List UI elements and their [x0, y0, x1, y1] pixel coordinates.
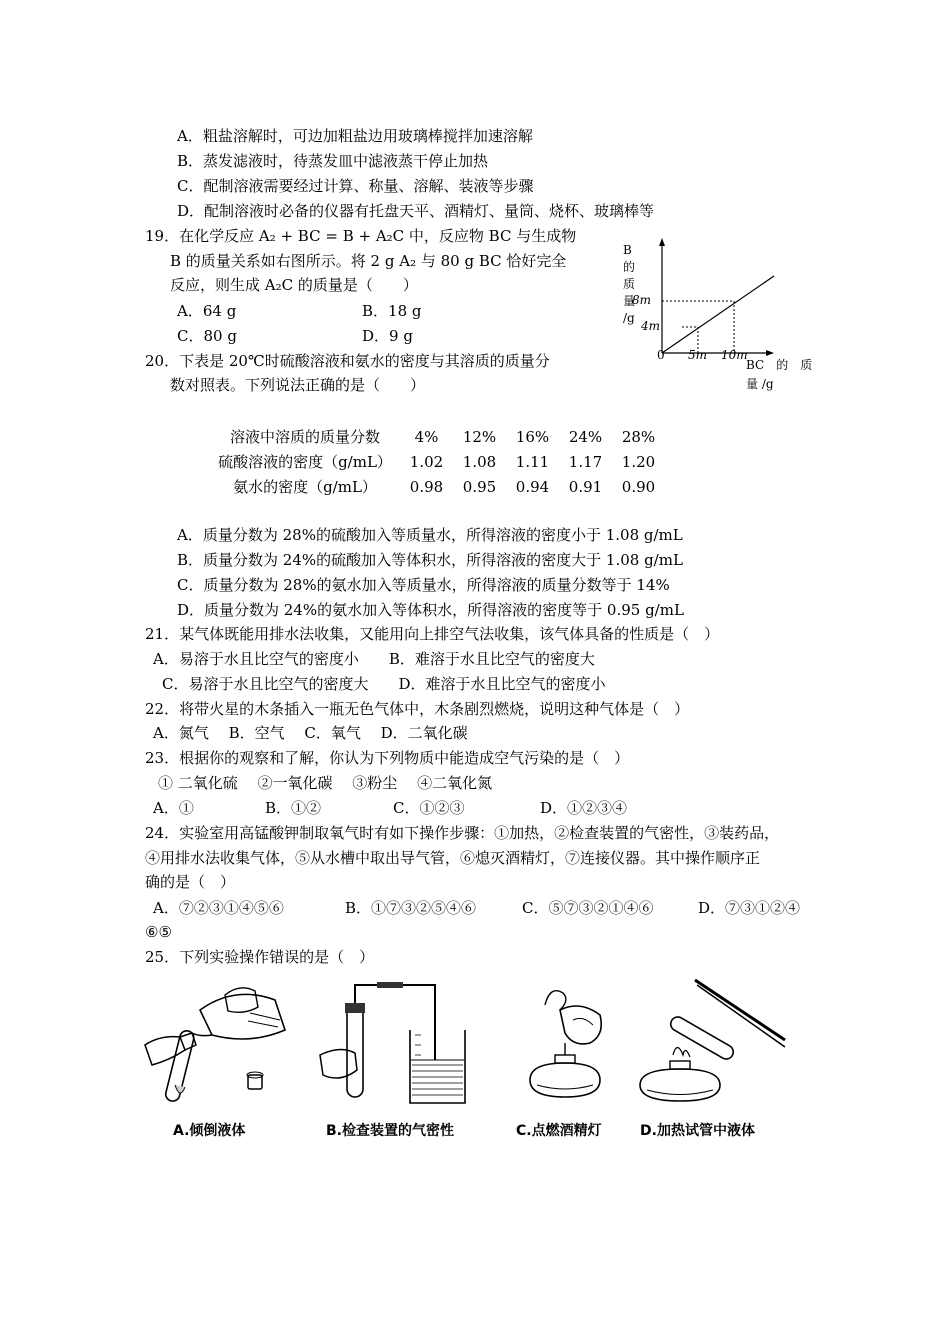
density-table — [210, 424, 665, 499]
q20-stem-line1: 20．下表是 20℃时硫酸溶液和氨水的密度与其溶质的质量分 — [145, 352, 550, 370]
q21-options-cd: C．易溶于水且比空气的密度大 D．难溶于水且比空气的密度小 — [162, 675, 606, 693]
q24-option-b: B．①⑦③②⑤④⑥ — [345, 899, 477, 917]
q24-stem-line1: 24．实验室用高锰酸钾制取氧气时有如下操作步骤：①加热，②检查装置的气密性，③装药品， — [145, 824, 780, 842]
q24-option-c: C．⑤⑦③②①④⑥ — [522, 899, 654, 917]
table-row — [210, 474, 665, 499]
graph-ylabel-b: B — [623, 243, 632, 257]
q20-option-d: D．质量分数为 24%的氨水加入等体积水，所得溶液的密度等于 0.95 g/mL — [177, 601, 684, 619]
q21-options-ab: A．易溶于水且比空气的密度小 B．难溶于水且比空气的密度大 — [153, 650, 595, 668]
q22-stem: 22．将带火星的木条插入一瓶无色气体中，木条剧烈燃烧，说明这种气体是（ ） — [145, 700, 690, 718]
q18-option-c: C．配制溶液需要经过计算、称量、溶解、装液等步骤 — [177, 177, 534, 195]
table-cell: 24% — [568, 427, 603, 446]
q23-items: ① 二氧化硫 ②一氧化碳 ③粉尘 ④二氧化氮 — [158, 774, 493, 792]
q22-options: A．氮气 B．空气 C．氧气 D．二氧化碳 — [153, 724, 468, 742]
table-cell: 0.94 — [515, 477, 550, 496]
q24-stem-line2: ④用排水法收集气体，⑤从水槽中取出导气管，⑥熄灭酒精灯，⑦连接仪器。其中操作顺序正 — [145, 849, 761, 867]
q19-stem-line3: 反应，则生成 A₂C 的质量是（ ） — [170, 276, 418, 294]
q18-option-a: A．粗盐溶解时，可边加粗盐边用玻璃棒搅拌加速溶解 — [177, 127, 533, 145]
table-cell: 28% — [621, 427, 656, 446]
q20-stem-line2: 数对照表。下列说法正确的是（ ） — [170, 376, 426, 394]
table-cell: 1.11 — [515, 452, 550, 471]
graph-ylabel-de: 的 — [623, 260, 636, 274]
q18-option-b: B．蒸发滤液时，待蒸发皿中滤液蒸干停止加热 — [177, 152, 489, 170]
graph-xlabel-line2: 量 /g — [746, 377, 774, 391]
graph-tick-5m: 5m — [688, 348, 708, 362]
q18-option-d: D．配制溶液时必备的仪器有托盘天平、酒精灯、量筒、烧杯、玻璃棒等 — [177, 202, 655, 220]
graph-x-arrow — [766, 350, 774, 356]
q21-stem: 21．某气体既能用排水法收集，又能用向上排空气法收集，该气体具备的性质是（ ） — [145, 625, 720, 643]
graph-origin: 0 — [657, 348, 665, 362]
table-cell: 1.08 — [462, 452, 497, 471]
table-cell: 0.90 — [621, 477, 656, 496]
q24-option-d-cont: ⑥⑤ — [145, 923, 172, 941]
table-cell: 1.20 — [621, 452, 656, 471]
q24-stem-line3: 确的是（ ） — [145, 873, 236, 891]
q19-option-d: D．9 g — [362, 327, 413, 345]
caption-d: D.加热试管中液体 — [640, 1123, 755, 1139]
q20-option-c: C．质量分数为 28%的氨水加入等质量水，所得溶液的质量分数等于 14% — [177, 576, 670, 594]
q24-option-d: D．⑦③①②④ — [698, 899, 801, 917]
illustration-airtightness — [315, 975, 475, 1110]
table-cell: 16% — [515, 427, 550, 446]
graph-ylabel-zhi: 质 — [623, 277, 636, 291]
q19-option-a: A．64 g — [177, 302, 237, 320]
caption-b: B.检查装置的气密性 — [326, 1123, 454, 1139]
q19-option-c: C．80 g — [177, 327, 237, 345]
table-cell: 1.17 — [568, 452, 603, 471]
table-cell: 12% — [462, 427, 497, 446]
q23-option-c: C．①②③ — [393, 799, 465, 817]
q23-stem: 23．根据你的观察和了解，你认为下列物质中能造成空气污染的是（ ） — [145, 749, 630, 767]
table-cell: 0.91 — [568, 477, 603, 496]
table-row — [210, 424, 665, 449]
graph-ylabel-liang: 量 — [623, 294, 636, 308]
graph-y-arrow — [659, 238, 665, 246]
table-cell: 0.95 — [462, 477, 497, 496]
table-cell: 溶液中溶质的质量分数 — [229, 428, 380, 446]
graph-tick-10m: 10m — [721, 348, 748, 362]
q20-option-a: A．质量分数为 28%的硫酸加入等质量水，所得溶液的密度小于 1.08 g/mL — [177, 526, 683, 544]
q23-option-a: A．① — [153, 799, 194, 817]
table-cell: 4% — [414, 427, 439, 446]
table-cell: 1.02 — [409, 452, 444, 471]
q19-stem-line2: B 的质量关系如右图所示。将 2 g A₂ 与 80 g BC 恰好完全 — [170, 252, 567, 270]
table-cell: 0.98 — [409, 477, 444, 496]
q24-option-a: A．⑦②③①④⑤⑥ — [153, 899, 284, 917]
q23-option-d: D．①②③④ — [540, 799, 628, 817]
q19-option-b: B．18 g — [362, 302, 422, 320]
table-row — [210, 449, 665, 474]
illustration-light-lamp — [515, 975, 625, 1110]
graph-ylabel-unit: /g — [623, 311, 635, 325]
table-cell: 硫酸溶液的密度（g/mL） — [218, 453, 392, 471]
illustration-pour-liquid — [140, 975, 300, 1110]
graph-xlabel-line1: BC 的 质 — [746, 358, 813, 372]
graph-data-line — [662, 276, 774, 353]
caption-a: A.倾倒液体 — [173, 1123, 246, 1139]
q23-option-b: B．①② — [265, 799, 322, 817]
caption-c: C.点燃酒精灯 — [516, 1123, 602, 1139]
q25-stem: 25．下列实验操作错误的是（ ） — [145, 948, 375, 966]
table-cell: 氨水的密度（g/mL） — [233, 478, 377, 496]
illustration-heat-tube — [635, 975, 795, 1110]
graph-tick-4m: 4m — [641, 319, 661, 333]
q19-stem-line1: 19．在化学反应 A₂ + BC = B + A₂C 中，反应物 BC 与生成物 — [145, 227, 577, 245]
graph-tick-8m: 8m — [632, 293, 652, 307]
q20-option-b: B．质量分数为 24%的硫酸加入等体积水，所得溶液的密度大于 1.08 g/mL — [177, 551, 683, 569]
